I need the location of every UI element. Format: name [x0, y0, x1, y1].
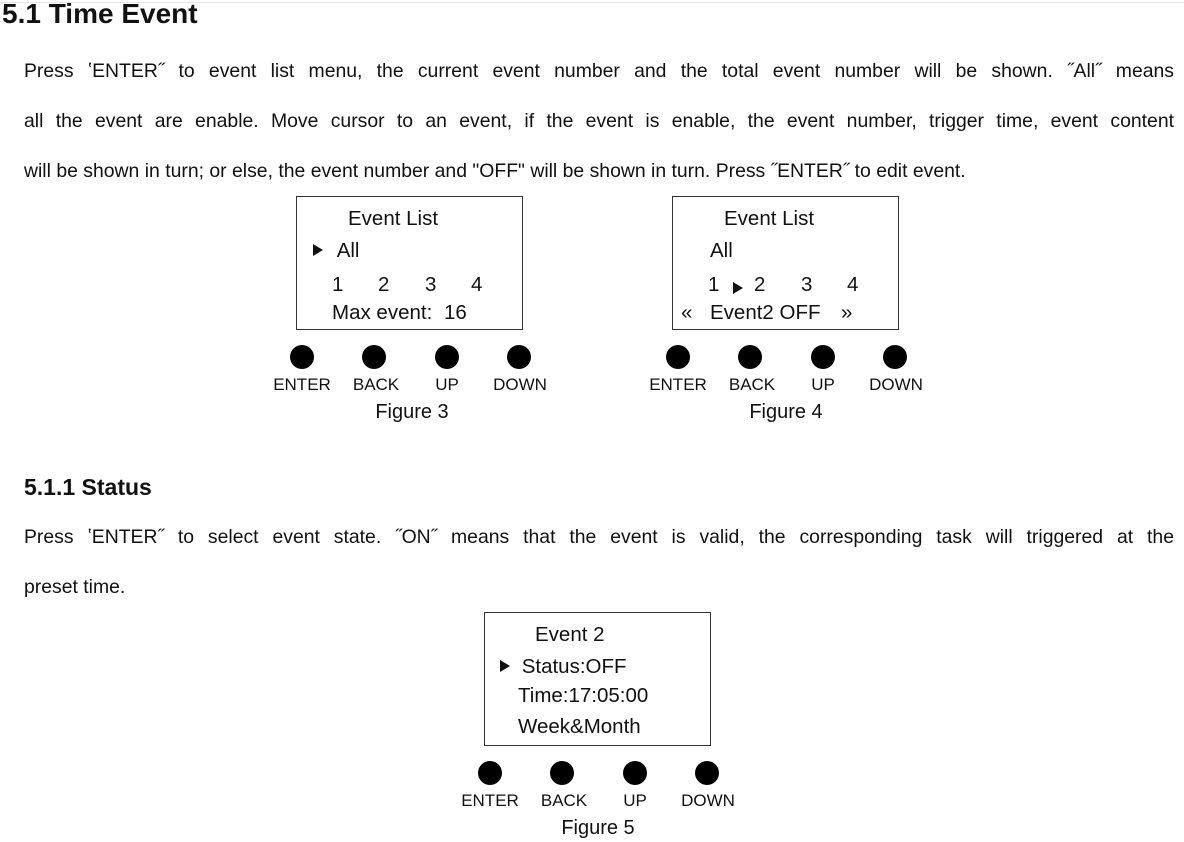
back-button	[738, 345, 762, 369]
enter-button	[478, 761, 502, 785]
down-button	[883, 345, 907, 369]
figure5-screen-title: Event 2	[535, 623, 605, 646]
figure4-screen-title: Event List	[724, 207, 815, 230]
back-button	[550, 761, 574, 785]
figure4-number-3: 3	[801, 273, 813, 296]
figure3-number-2: 2	[378, 273, 390, 296]
figure3-number-3: 3	[425, 273, 437, 296]
figure4-left-arrows-icon: «	[681, 301, 693, 324]
figure3-number-1: 1	[332, 273, 344, 296]
figure4-caption: Figure 4	[749, 401, 823, 423]
section-title: 5.1 Time Event	[2, 0, 198, 29]
figure4-right-arrows-icon: »	[841, 301, 853, 324]
figure3-all-label: All	[336, 239, 360, 262]
figure5-time: Time:17:05:00	[518, 684, 649, 707]
sub-paragraph-line-1: Press ʽENTER˝ to select event state. ˝ON˝ means that the event is valid, the corresponding task will triggered at the	[24, 526, 1174, 548]
cursor-arrow-icon	[313, 244, 323, 256]
figure3-caption: Figure 3	[375, 401, 449, 423]
back-button-label: BACK	[540, 791, 588, 810]
up-button	[623, 761, 647, 785]
down-button-label: DOWN	[869, 375, 923, 394]
enter-button-label: ENTER	[273, 375, 331, 394]
figure5-status: Status:OFF	[521, 655, 627, 678]
down-button	[507, 345, 531, 369]
figure3-screen-title: Event List	[348, 207, 439, 230]
back-button	[362, 345, 386, 369]
enter-button-label: ENTER	[649, 375, 707, 394]
figure3-max-event	[332, 301, 467, 325]
up-button-label: UP	[811, 375, 835, 394]
enter-button	[666, 345, 690, 369]
back-button-label: BACK	[352, 375, 400, 394]
cursor-arrow-icon	[733, 282, 743, 294]
paragraph-line-2: all the event are enable. Move cursor to an event, if the event is enable, the event number, trigger time, event content	[24, 110, 1174, 132]
cursor-arrow-icon	[500, 660, 510, 672]
enter-button-label: ENTER	[461, 791, 519, 810]
subsection-title: 5.1.1 Status	[24, 474, 152, 500]
down-button	[695, 761, 719, 785]
enter-button	[290, 345, 314, 369]
figure4-number-4: 4	[847, 273, 859, 296]
figure3-all-line	[313, 239, 360, 263]
figure3-max-value: 16	[443, 301, 467, 324]
up-button	[435, 345, 459, 369]
figure3-lcd-screen	[296, 196, 523, 330]
figure4-lcd-screen	[672, 196, 899, 330]
paragraph-line-1: Press ʽENTER˝ to event list menu, the current event number and the total event number will be shown. ˝All˝ means	[24, 60, 1174, 82]
down-button-label: DOWN	[681, 791, 735, 810]
figure4-number-2: 2	[754, 273, 766, 296]
figure5-status-line	[500, 655, 627, 679]
figure4-number-1: 1	[708, 273, 720, 296]
figure5-lcd-screen	[484, 612, 711, 746]
sub-paragraph-line-2: preset time.	[24, 576, 126, 598]
up-button-label: UP	[435, 375, 459, 394]
figure5-mode: Week&Month	[518, 715, 641, 738]
figure5-caption: Figure 5	[561, 817, 635, 839]
paragraph-line-3: will be shown in turn; or else, the event number and "OFF" will be shown in turn. Press ˝ENTER˝ to edit event.	[24, 160, 966, 182]
back-button-label: BACK	[728, 375, 776, 394]
figure4-all-label: All	[710, 239, 733, 262]
figure4-event-status: Event2 OFF	[710, 301, 821, 324]
figure3-max-label: Max event:	[332, 301, 433, 324]
figure3-number-4: 4	[471, 273, 483, 296]
down-button-label: DOWN	[493, 375, 547, 394]
up-button	[811, 345, 835, 369]
up-button-label: UP	[623, 791, 647, 810]
